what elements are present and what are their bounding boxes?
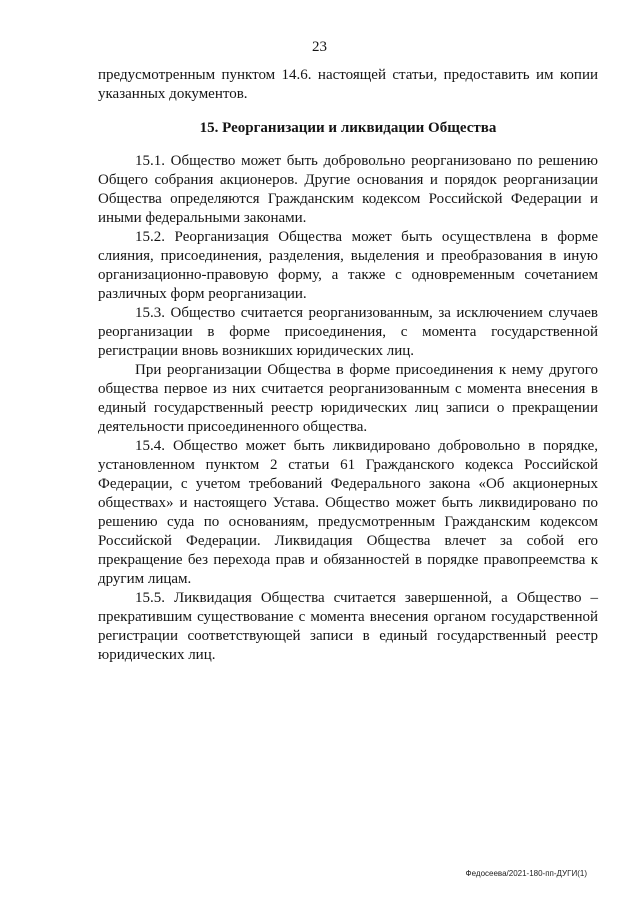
intro-continuation [98, 66, 598, 104]
intro-paragraph: предусмотренным пунктом 14.6. настоящей статьи, предоставить им копии указанных документов. [98, 67, 598, 102]
paragraph-15-3: 15.3. Общество считается реорганизованным, за исключением случаев реорганизации в форме присоединения, с момента государственной регистрации вновь возникших юридических лиц. [98, 305, 598, 359]
paragraph-15-2: 15.2. Реорганизация Общества может быть осуществлена в форме слияния, присоединения, разделения, выделения и преобразования в иную организационно-правовую форму, а также с одновременным сочетанием различных форм реорганизации. [98, 229, 598, 302]
page-number: 23 [312, 39, 327, 55]
paragraph-15-4: 15.4. Общество может быть ликвидировано добровольно в порядке, установленном пунктом 2 статьи 61 Гражданского кодекса Российской Федерации, с учетом требований Федерального закона «Об акционерных обществах» и настоящего Устава. Общество может быть ликвидировано по решению суда по основаниям, предусмотренным Гражданским кодексом Российской Федерации. Ликвидация Общества влечет за собой его прекращение без перехода прав и обязанностей в порядке правопреемства к другим лицам. [98, 438, 598, 587]
paragraph-reorganization-accession: При реорганизации Общества в форме присоединения к нему другого общества первое из них считается реорганизованным с момента внесения в единый государственный реестр юридических лиц записи о прекращении деятельности присоединенного общества. [98, 362, 598, 435]
section-title: 15. Реорганизации и ликвидации Общества [199, 120, 497, 136]
document-code: Федосеева/2021-180-пп-ДУГИ(1) [465, 869, 587, 878]
section-body [98, 152, 598, 665]
paragraph-15-1: 15.1. Общество может быть добровольно реорганизовано по решению Общего собрания акционеров. Другие основания и порядок реорганизации Общества определяются Гражданским кодексом Российской Федерации и иными федеральными законами. [98, 153, 598, 226]
paragraph-15-5: 15.5. Ликвидация Общества считается завершенной, а Общество – прекратившим существование с момента внесения органом государственной регистрации соответствующей записи в единый государственный реестр юридических лиц. [98, 590, 598, 663]
